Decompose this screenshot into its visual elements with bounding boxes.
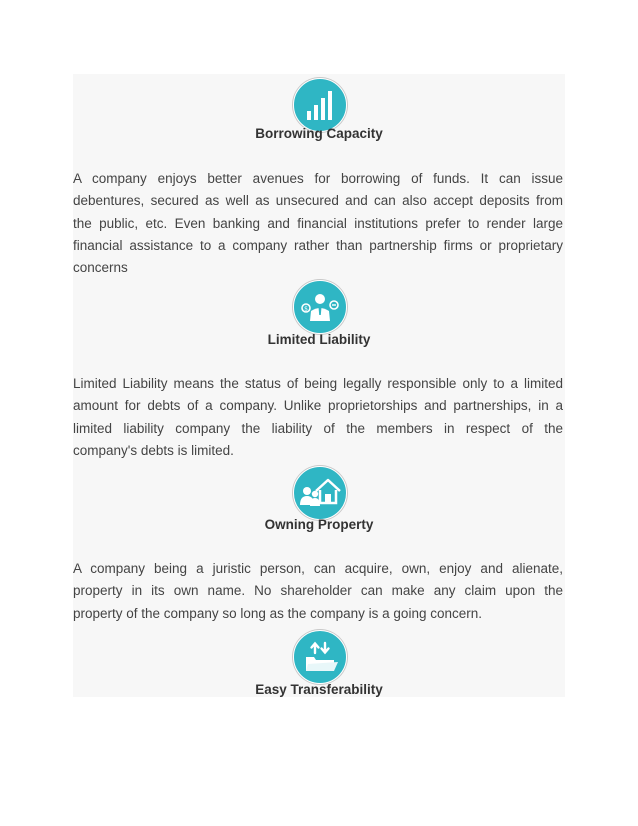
svg-text:$: $ (304, 305, 308, 313)
home-people-icon (293, 466, 347, 520)
heading-owning-property: Owning Property (264, 517, 374, 532)
content-panel (73, 74, 565, 697)
text-line: property in its own name. No shareholder can make any claim upon the (73, 583, 563, 599)
paragraph-owning-property (73, 558, 563, 625)
text-line: company's debts is limited. (73, 442, 234, 458)
text-line: property of the company so long as the company is a going concern. (73, 605, 482, 621)
folder-transfer-icon (293, 630, 347, 684)
text-line: financial assistance to a company rather than partnership firms or proprietary (73, 237, 563, 253)
businessman-icon (293, 280, 347, 334)
text-line: the public, etc. Even banking and financial institutions prefer to render large (73, 215, 563, 231)
bar-chart-icon (293, 78, 347, 132)
text-line: debentures, secured as well as unsecured and can also accept deposits from (73, 193, 563, 209)
paragraph-limited-liability (73, 373, 563, 462)
heading-easy-transferability: Easy Transferability (255, 682, 383, 697)
paragraph-borrowing-capacity (73, 168, 563, 279)
text-line: Limited Liability means the status of being legally responsible only to a limited (73, 376, 563, 391)
text-line: concerns (73, 260, 128, 276)
text-line: amount for debts of a company. Unlike proprietorships and partnerships, in a (73, 398, 563, 414)
text-line: limited liability company the liability of the members in respect of the (73, 420, 563, 436)
text-line: A company being a juristic person, can acquire, own, enjoy and alienate, (73, 561, 563, 576)
heading-borrowing-capacity: Borrowing Capacity (255, 126, 383, 141)
text-line: A company enjoys better avenues for borrowing of funds. It can issue (73, 171, 563, 186)
heading-limited-liability: Limited Liability (267, 332, 371, 347)
